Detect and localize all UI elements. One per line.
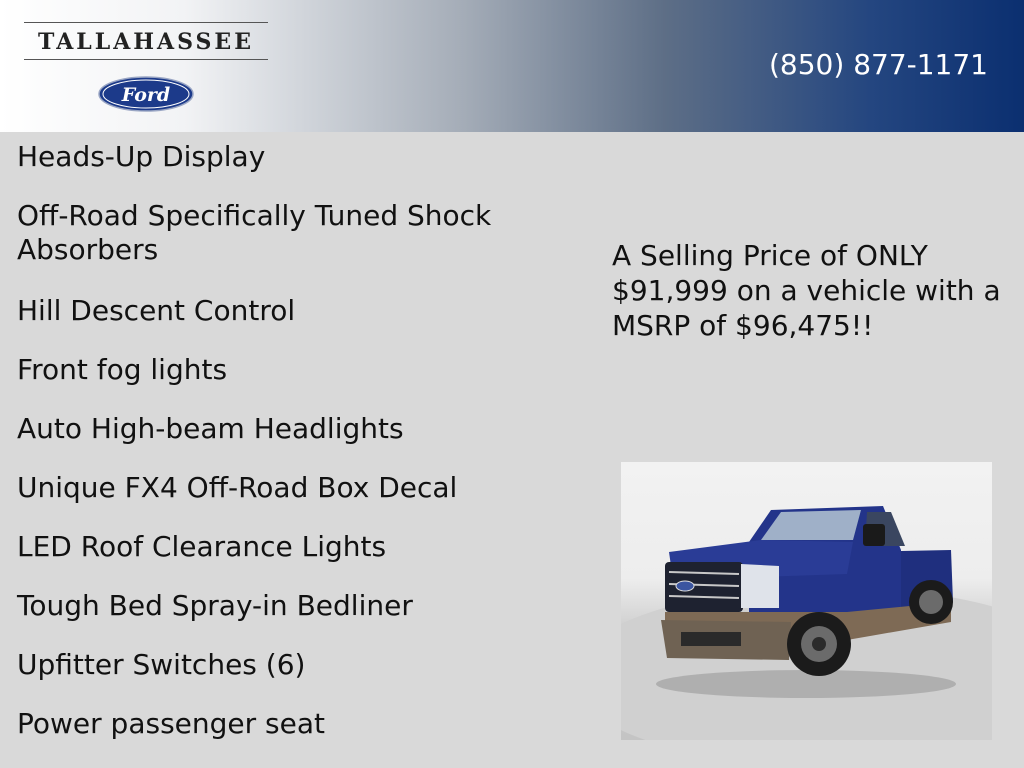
- feature-item: Tough Bed Spray-in Bedliner: [17, 589, 413, 622]
- feature-item: Heads-Up Display: [17, 140, 266, 173]
- feature-item: Unique FX4 Off-Road Box Decal: [17, 471, 458, 504]
- feature-item: Upfitter Switches (6): [17, 648, 306, 681]
- feature-item: Auto High-beam Headlights: [17, 412, 404, 445]
- feature-item: LED Roof Clearance Lights: [17, 530, 387, 563]
- dealer-name: TALLAHASSEE: [24, 22, 268, 60]
- ford-logo: [98, 76, 194, 112]
- feature-item: Front fog lights: [17, 353, 228, 386]
- feature-list: [17, 140, 577, 766]
- header-banner: [0, 0, 1024, 132]
- feature-item: Off-Road Specifically Tuned Shock Absorbers: [17, 199, 492, 266]
- phone-number[interactable]: (850) 877-1171: [769, 48, 988, 81]
- price-offer: A Selling Price of ONLY $91,999 on a vehicle with a MSRP of $96,475!!: [612, 239, 1001, 342]
- feature-item: Hill Descent Control: [17, 294, 296, 327]
- ford-logo-text: Ford: [121, 84, 171, 106]
- vehicle-photo: [621, 462, 992, 740]
- truck-image: [621, 462, 992, 740]
- feature-item: Power passenger seat: [17, 707, 325, 740]
